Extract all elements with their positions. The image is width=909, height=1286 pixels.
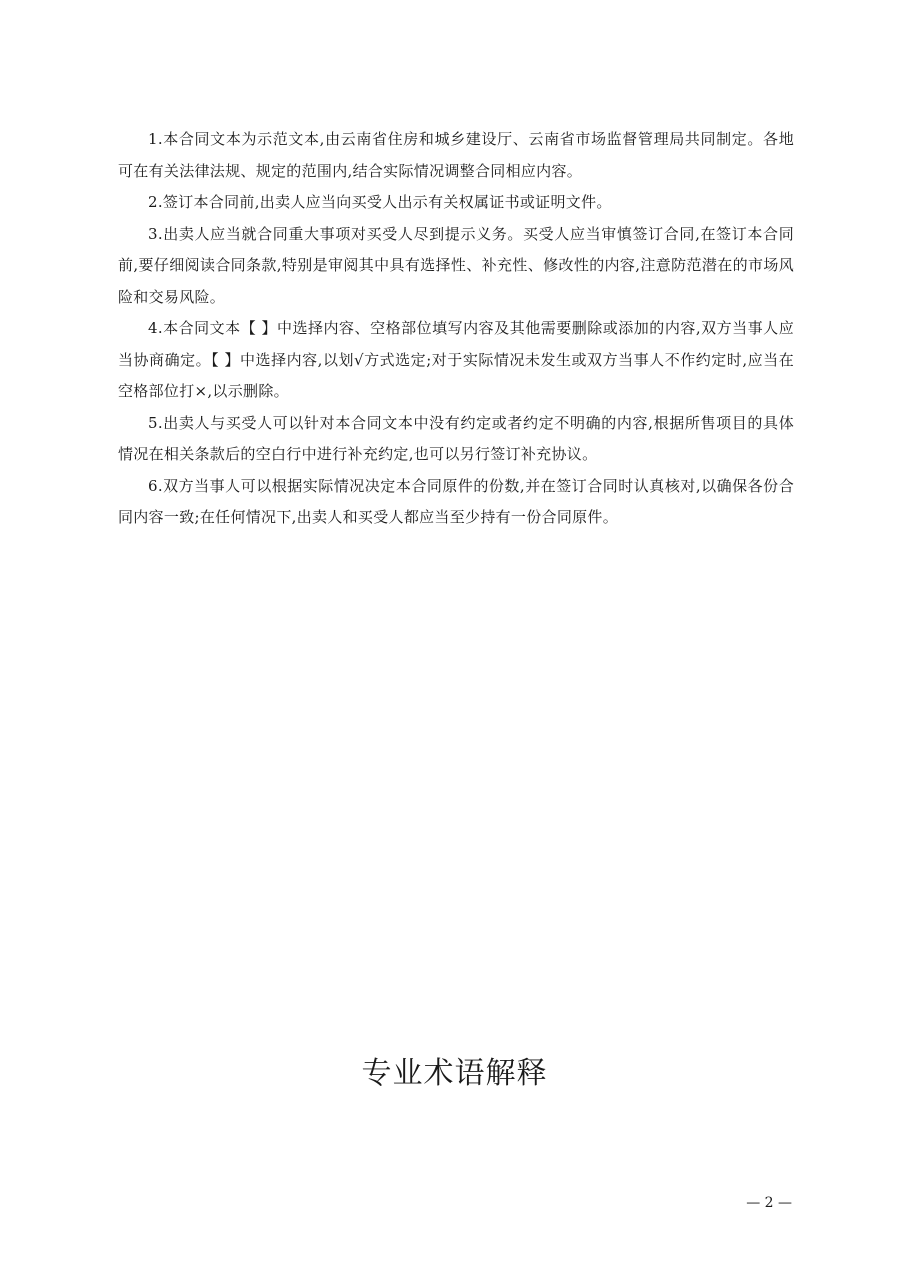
instruction-paragraph-2: 2.签订本合同前,出卖人应当向买受人出示有关权属证书或证明文件。 [148,193,612,211]
section-title: 专业术语解释 [361,1056,548,1091]
instructions-body [118,124,794,534]
instruction-paragraph-6: 6.双方当事人可以根据实际情况决定本合同原件的份数,并在签订合同时认真核对,以确保各份合同内容一致;在任何情况下,出卖人和买受人都应当至少持有一份合同原件。 [118,476,794,526]
instruction-paragraph-4: 4.本合同文本【 】中选择内容、空格部位填写内容及其他需要删除或添加的内容,双方当事人应当协商确定。【 】中选择内容,以划√方式选定;对于实际情况未发生或双方当事人不作约定时,应当在空格部位打×,以示删除。 [118,319,794,400]
instruction-paragraph-3: 3.出卖人应当就合同重大事项对买受人尽到提示义务。买受人应当审慎签订合同,在签订本合同前,要仔细阅读合同条款,特别是审阅其中具有选择性、补充性、修改性的内容,注意防范潜在的市场风险和交易风险。 [118,224,794,306]
page-number: — 2 — [746,1195,792,1211]
instruction-paragraph-5: 5.出卖人与买受人可以针对本合同文本中没有约定或者约定不明确的内容,根据所售项目的具体情况在相关条款后的空白行中进行补充约定,也可以另行签订补充协议。 [118,413,794,463]
instruction-paragraph-1: 1.本合同文本为示范文本,由云南省住房和城乡建设厅、云南省市场监督管理局共同制定。各地可在有关法律法规、规定的范围内,结合实际情况调整合同相应内容。 [118,130,794,180]
